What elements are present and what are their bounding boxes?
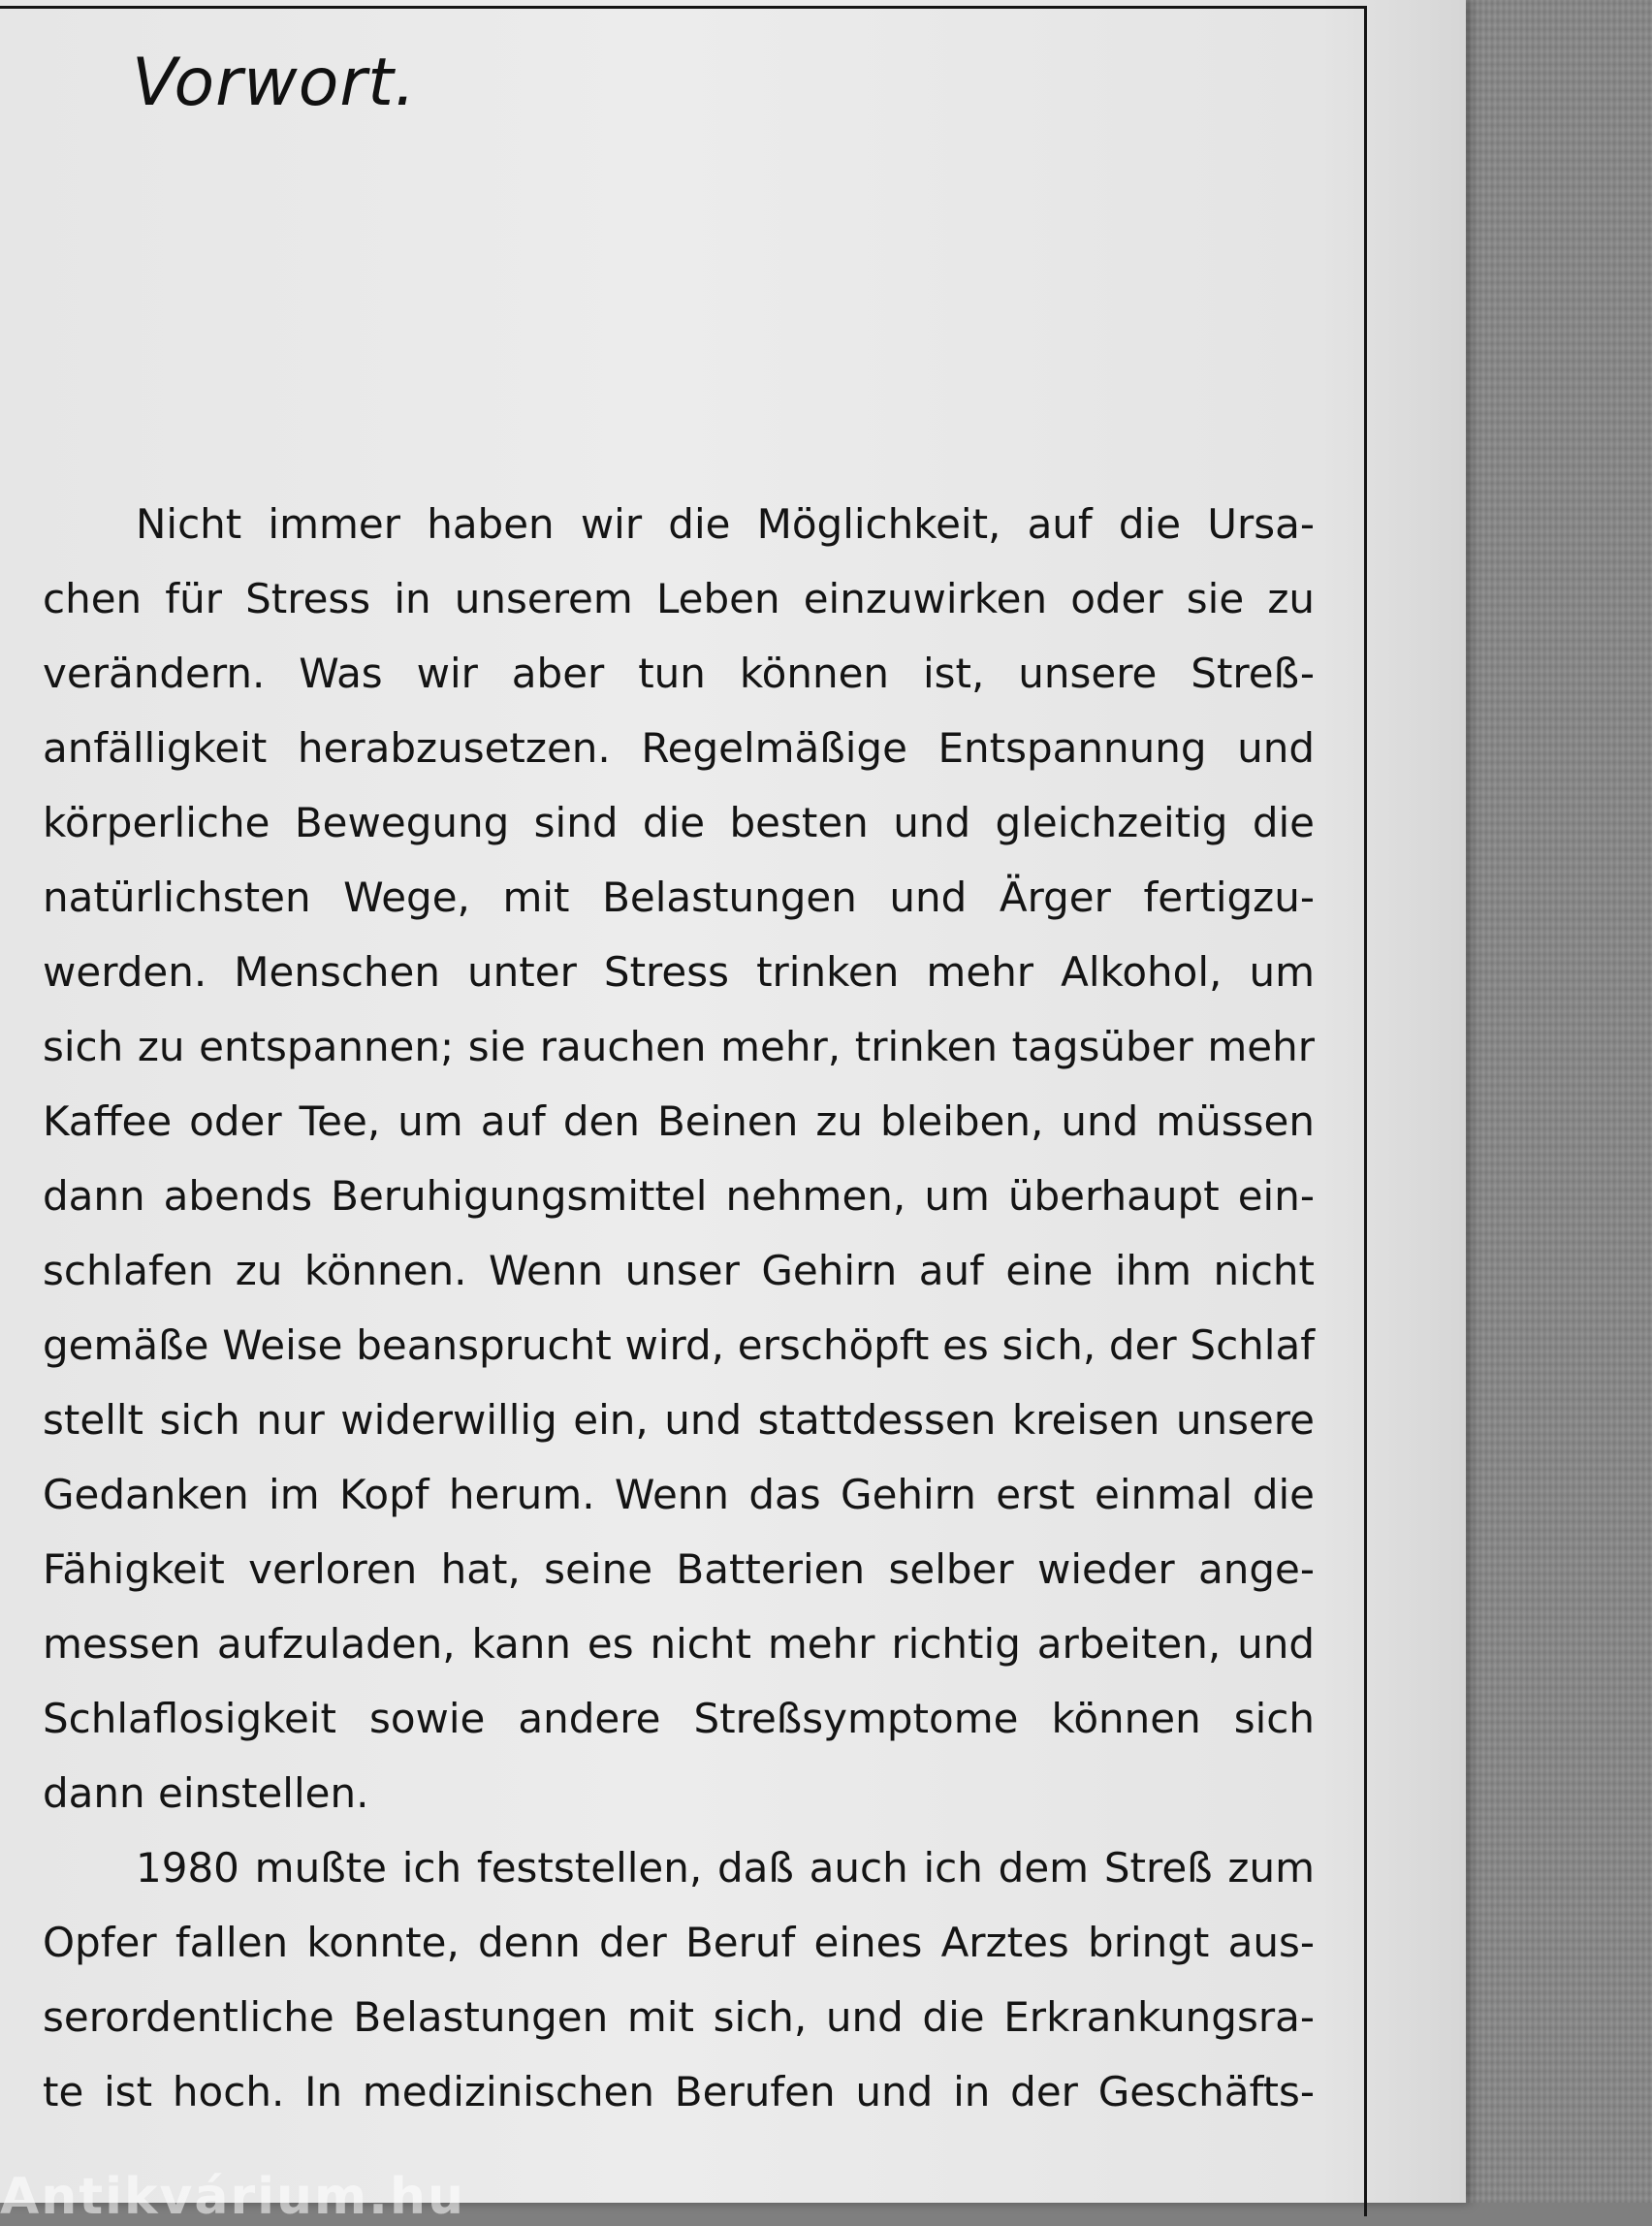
text-line: 1980 mußte ich feststellen, daß auch ich dem Streß zum (136, 1844, 1315, 1892)
text-line: dann abends Beruhigungsmittel nehmen, um überhaupt ein- (43, 1172, 1315, 1220)
text-line: Opfer fallen konnte, denn der Beruf eines Arztes bringt aus- (43, 1919, 1315, 1966)
text-line: messen aufzuladen, kann es nicht mehr richtig arbeiten, und (43, 1620, 1315, 1668)
text-line: sich zu entspannen; sie rauchen mehr, trinken tagsüber mehr (43, 1023, 1315, 1070)
text-line: Fähigkeit verloren hat, seine Batterien selber wieder ange- (43, 1545, 1315, 1593)
text-line: werden. Menschen unter Stress trinken mehr Alkohol, um (43, 948, 1315, 996)
paragraph-2 (43, 1830, 1315, 2129)
page-title: Vorwort. (132, 45, 417, 121)
text-line: schlafen zu können. Wenn unser Gehirn auf eine ihm nicht (43, 1247, 1315, 1294)
background-surface (1454, 0, 1652, 2203)
text-line: verändern. Was wir aber tun können ist, unsere Streß- (43, 650, 1315, 697)
text-line: stellt sich nur widerwillig ein, und stattdessen kreisen unsere (43, 1396, 1315, 1444)
text-line: serordentliche Belastungen mit sich, und die Erkrankungsra- (43, 1993, 1315, 2041)
text-line: dann einstellen. (43, 1769, 369, 1817)
watermark: Antikvárium.hu (0, 2168, 465, 2226)
text-line: Schlaflosigkeit sowie andere Streßsymptome können sich (43, 1695, 1315, 1742)
text-line: te ist hoch. In medizinischen Berufen und in der Geschäfts- (43, 2068, 1315, 2115)
text-line: körperliche Bewegung sind die besten und gleichzeitig die (43, 799, 1315, 846)
text-line: Kaffee oder Tee, um auf den Beinen zu bleiben, und müssen (43, 1097, 1315, 1145)
text-line: anfälligkeit herabzusetzen. Regelmäßige Entspannung und (43, 724, 1315, 772)
paragraph-1 (43, 487, 1315, 1830)
text-line: Gedanken im Kopf herum. Wenn das Gehirn erst einmal die (43, 1471, 1315, 1518)
text-line: natürlichsten Wege, mit Belastungen und Ärger fertigzu- (43, 874, 1315, 921)
text-line: Nicht immer haben wir die Möglichkeit, auf die Ursa- (136, 500, 1315, 548)
text-line: chen für Stress in unserem Leben einzuwirken oder sie zu (43, 575, 1315, 622)
body-text (43, 487, 1315, 2129)
text-line: gemäße Weise beansprucht wird, erschöpft es sich, der Schlaf (43, 1321, 1315, 1369)
